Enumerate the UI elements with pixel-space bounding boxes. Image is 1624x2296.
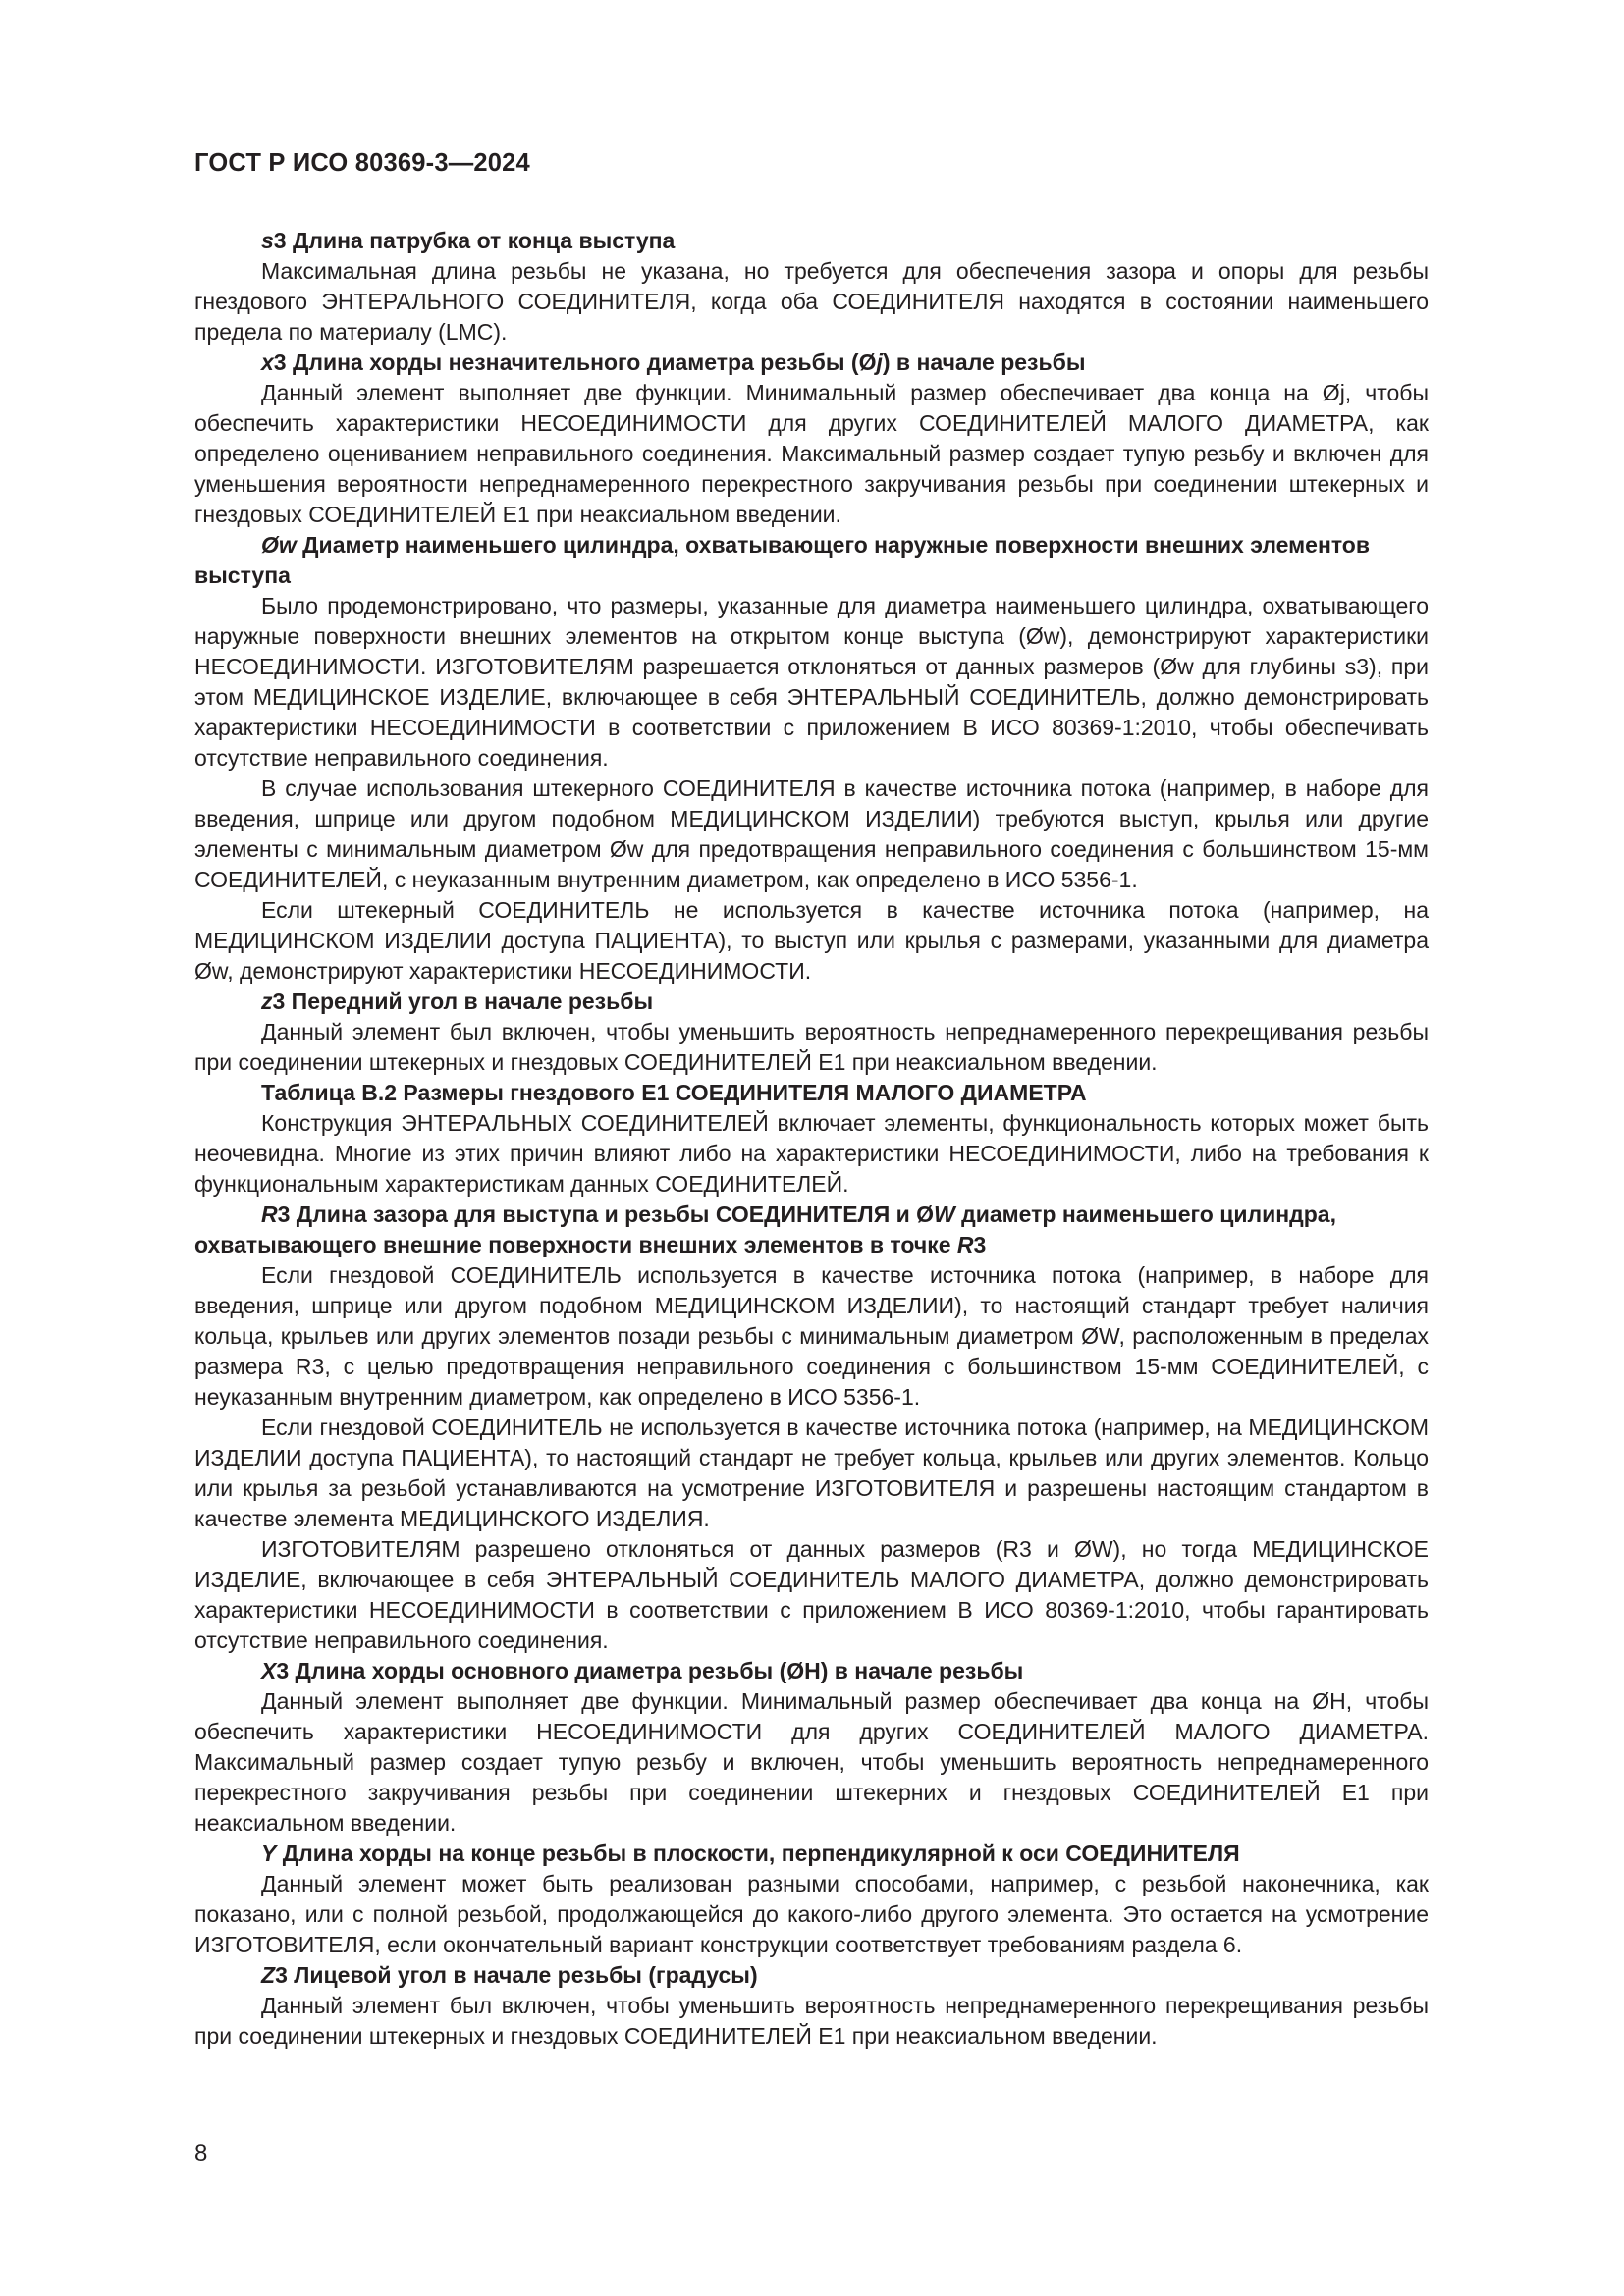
- heading-text: 3 Длина зазора для выступа и резьбы СОЕДИНИТЕЛЯ и Ø: [277, 1201, 935, 1227]
- heading-symbol: j: [876, 349, 883, 375]
- body-paragraph: Данный элемент выполняет две функции. Минимальный размер обеспечивает два конца на ØH, чтобы обеспечить характеристики НЕСОЕДИНИМОСТИ для других СОЕДИНИТЕЛЕЙ МАЛОГО ДИАМЕТРА. Максимальный размер создает тупую резьбу и включен, чтобы уменьшить вероятность непреднамеренного перекрестного закручивания резьбы при соединении штекерних и гнездовых СОЕДИНИТЕЛЕЙ Е1 при неаксиальном введении.: [194, 1688, 1429, 1836]
- heading-text: 3 Длина хорды незначительного диаметра резьбы (Ø: [273, 349, 877, 375]
- page-number: 8: [194, 2140, 208, 2166]
- section-heading: [194, 226, 1429, 256]
- heading-symbol: Y: [261, 1841, 277, 1866]
- heading-text: Таблица В.2 Размеры гнездового Е1 СОЕДИНИТЕЛЯ МАЛОГО ДИАМЕТРА: [261, 1080, 1087, 1105]
- section-heading: [194, 1960, 1429, 1991]
- body-paragraph: Данный элемент выполняет две функции. Минимальный размер обеспечивает два конца на Øj, чтобы обеспечить характеристики НЕСОЕДИНИМОСТИ для других СОЕДИНИТЕЛЕЙ МАЛОГО ДИАМЕТРА, как определено оцениванием неправильного соединения. Максимальный размер создает тупую резьбу и включен для уменьшения вероятности непреднамеренного перекрестного закручивания резьбы при соединении штекерных и гнездовых СОЕДИНИТЕЛЕЙ Е1 при неаксиальном введении.: [194, 380, 1429, 527]
- document-body: [194, 226, 1429, 2052]
- heading-symbol: Øw: [261, 532, 297, 558]
- body-paragraph: Если штекерный СОЕДИНИТЕЛЬ не используется в качестве источника потока (например, на МЕДИЦИНСКОМ ИЗДЕЛИИ доступа ПАЦИЕНТА), то выступ или крылья с размерами, указанными для диаметра Øw, демонстрируют характеристики НЕСОЕДИНИМОСТИ.: [194, 897, 1429, 984]
- heading-text: 3: [973, 1232, 987, 1257]
- body-paragraph: Данный элемент был включен, чтобы уменьшить вероятность непреднамеренного перекрещивания резьбы при соединении штекерных и гнездовых СОЕДИНИТЕЛЕЙ Е1 при неаксиальном введении.: [194, 1019, 1429, 1075]
- body-paragraph: Данный элемент может быть реализован разными способами, например, с резьбой наконечника, как показано, или с полной резьбой, продолжающейся до какого-либо другого элемента. Это остается на усмотрение ИЗГОТОВИТЕЛЯ, если окончательный вариант конструкции соответствует требованиям раздела 6.: [194, 1871, 1429, 1957]
- heading-text: диаметр наименьшего цилиндра, охватывающего внешние поверхности внешних элементов в точке: [194, 1201, 1336, 1257]
- body-paragraph: В случае использования штекерного СОЕДИНИТЕЛЯ в качестве источника потока (например, в наборе для введения, шприце или другом подобном МЕДИЦИНСКОМ ИЗДЕЛИИ) требуются выступ, крылья или другие элементы с минимальным диаметром Øw для предотвращения неправильного соединения с большинством 15-мм СОЕДИНИТЕЛЕЙ, с неуказанным внутренним диаметром, как определено в ИСО 5356-1.: [194, 775, 1429, 892]
- heading-symbol: z: [261, 988, 273, 1014]
- section-heading: [194, 1078, 1429, 1108]
- page-header: ГОСТ Р ИСО 80369-3—2024: [194, 149, 530, 177]
- section-heading: [194, 1656, 1429, 1686]
- heading-text: 3 Лицевой угол в начале резьбы (градусы): [275, 1962, 758, 1988]
- heading-symbol: s: [261, 228, 274, 253]
- heading-text: 3 Длина патрубка от конца выступа: [273, 228, 676, 253]
- heading-text: 3 Передний угол в начале резьбы: [272, 988, 654, 1014]
- body-paragraph: Было продемонстрировано, что размеры, указанные для диаметра наименьшего цилиндра, охватывающего наружные поверхности внешних элементов на открытом конце выступа (Øw), демонстрируют характеристики НЕСОЕДИНИМОСТИ. ИЗГОТОВИТЕЛЯМ разрешается отклоняться от данных размеров (Øw для глубины s3), при этом МЕДИЦИНСКОЕ ИЗДЕЛИЕ, включающее в себя ЭНТЕРАЛЬНЫЙ СОЕДИНИТЕЛЬ, должно демонстрировать характеристики НЕСОЕДИНИМОСТИ в соответствии с приложением В ИСО 80369-1:2010, чтобы обеспечивать отсутствие неправильного соединения.: [194, 593, 1429, 771]
- heading-symbol: x: [261, 349, 274, 375]
- heading-symbol: R: [261, 1201, 278, 1227]
- body-paragraph: ИЗГОТОВИТЕЛЯМ разрешено отклоняться от данных размеров (R3 и ØW), но тогда МЕДИЦИНСКОЕ ИЗДЕЛИЕ, включающее в себя ЭНТЕРАЛЬНЫЙ СОЕДИНИТЕЛЬ МАЛОГО ДИАМЕТРА, должно демонстрировать характеристики НЕСОЕДИНИМОСТИ в соответствии с приложением В ИСО 80369-1:2010, чтобы гарантировать отсутствие неправильного соединения.: [194, 1536, 1429, 1653]
- heading-text: ) в начале резьбы: [882, 349, 1086, 375]
- section-heading: [194, 987, 1429, 1017]
- body-paragraph: Если гнездовой СОЕДИНИТЕЛЬ не используется в качестве источника потока (например, на МЕДИЦИНСКОМ ИЗДЕЛИИ доступа ПАЦИЕНТА), то настоящий стандарт не требует кольца, крыльев или других элементов. Кольцо или крылья за резьбой устанавливаются на усмотрение ИЗГОТОВИТЕЛЯ и разрешены настоящим стандартом в качестве элемента МЕДИЦИНСКОГО ИЗДЕЛИЯ.: [194, 1415, 1429, 1531]
- body-paragraph: Если гнездовой СОЕДИНИТЕЛЬ используется в качестве источника потока (например, в наборе для введения, шприце или другом подобном МЕДИЦИНСКОМ ИЗДЕЛИИ), то настоящий стандарт требует наличия кольца, крыльев или других элементов позади резьбы с минимальным диаметром ØW, расположенным в пределах размера R3, с целью предотвращения неправильного соединения с большинством 15-мм СОЕДИНИТЕЛЕЙ, с неуказанным внутренним диаметром, как определено в ИСО 5356-1.: [194, 1262, 1429, 1410]
- heading-symbol: R: [956, 1232, 974, 1257]
- body-paragraph: Максимальная длина резьбы не указана, но требуется для обеспечения зазора и опоры для резьбы гнездового ЭНТЕРАЛЬНОГО СОЕДИНИТЕЛЯ, когда оба СОЕДИНИТЕЛЯ находятся в состоянии наименьшего предела по материалу (LMC).: [194, 258, 1429, 345]
- section-heading: [194, 530, 1429, 591]
- body-paragraph: Конструкция ЭНТЕРАЛЬНЫХ СОЕДИНИТЕЛЕЙ включает элементы, функциональность которых может быть неочевидна. Многие из этих причин влияют либо на характеристики НЕСОЕДИНИМОСТИ, либо на требования к функциональным характеристикам данных СОЕДИНИТЕЛЕЙ.: [194, 1110, 1429, 1197]
- heading-text: Длина хорды на конце резьбы в плоскости, перпендикулярной к оси СОЕДИНИТЕЛЯ: [276, 1841, 1240, 1866]
- heading-text: Диаметр наименьшего цилиндра, охватывающего наружные поверхности внешних элементов выступа: [194, 532, 1370, 588]
- section-heading: [194, 347, 1429, 378]
- section-heading: [194, 1839, 1429, 1869]
- body-paragraph: Данный элемент был включен, чтобы уменьшить вероятность непреднамеренного перекрещивания резьбы при соединении штекерных и гнездовых СОЕДИНИТЕЛЕЙ Е1 при неаксиальном введении.: [194, 1993, 1429, 2049]
- heading-symbol: Z: [261, 1962, 276, 1988]
- heading-symbol: W: [934, 1201, 955, 1227]
- section-heading: [194, 1200, 1429, 1260]
- heading-symbol: X: [261, 1658, 277, 1683]
- heading-text: 3 Длина хорды основного диаметра резьбы (ØН) в начале резьбы: [276, 1658, 1024, 1683]
